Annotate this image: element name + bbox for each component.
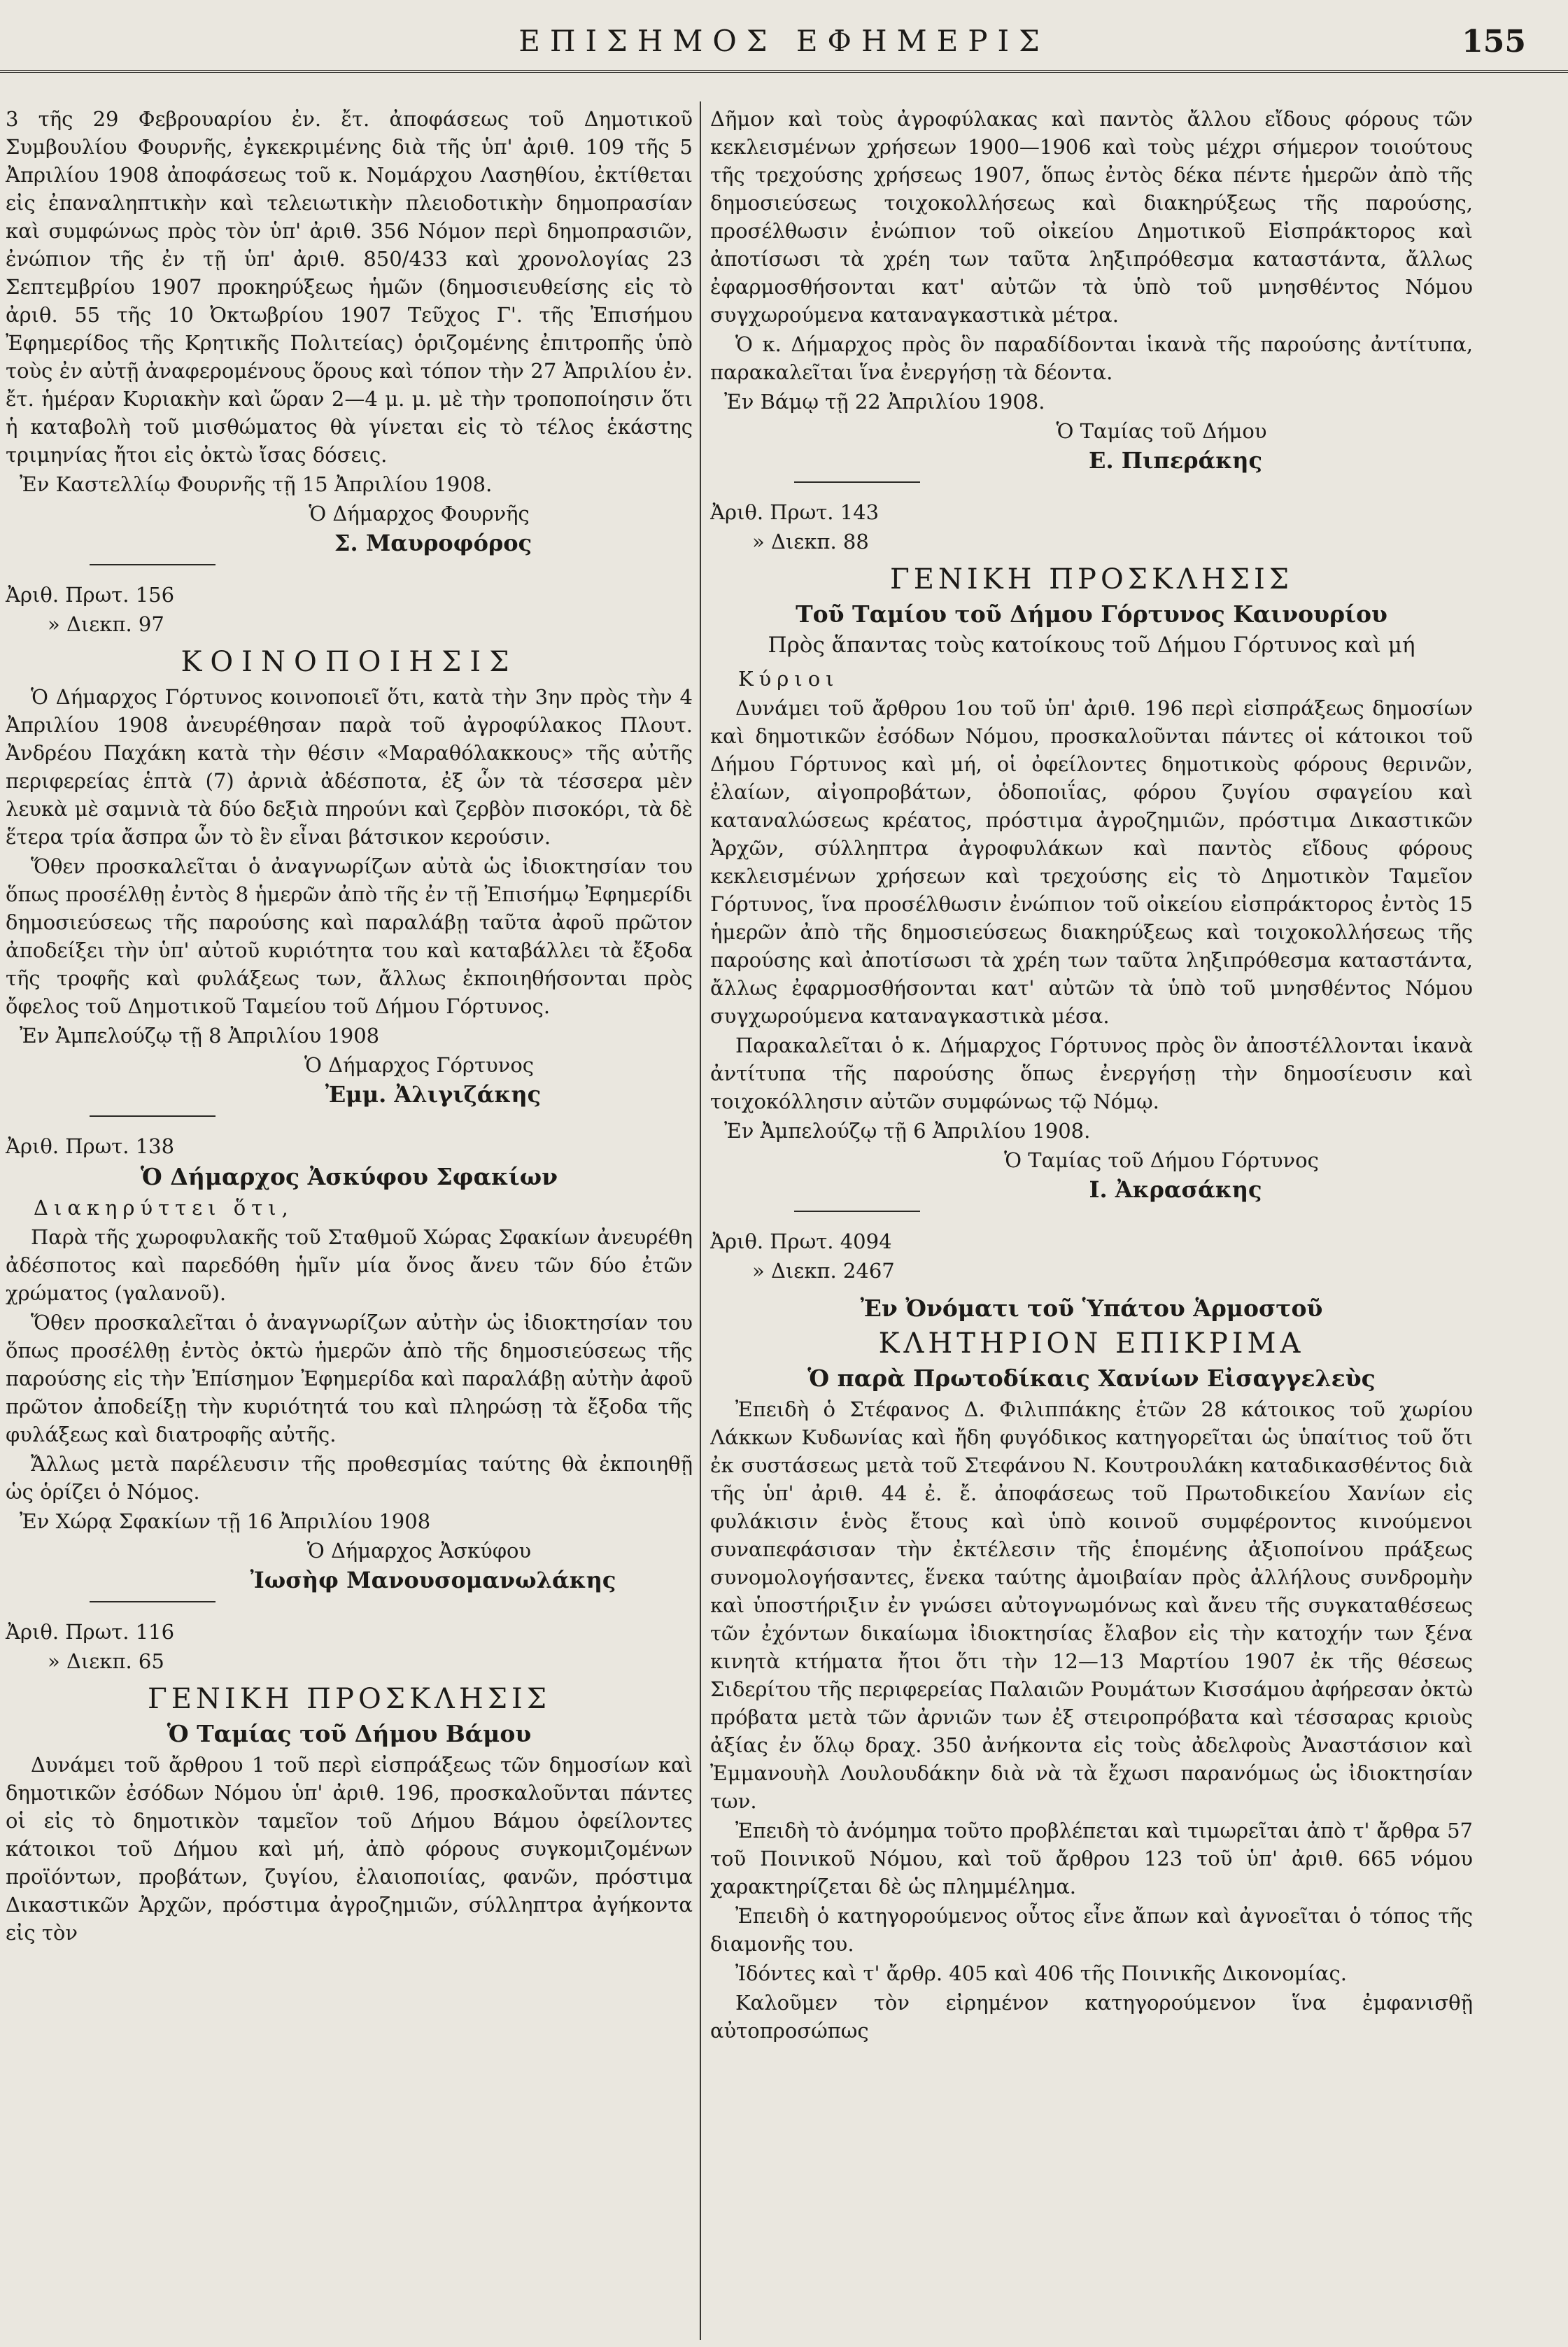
signer-name: Σ. Μαυροφόρος (334, 530, 532, 556)
protocol-number: Ἀριθ. Πρωτ. 143 (710, 500, 880, 524)
notice-askyfou (6, 1132, 693, 1594)
dispatch-number: » Διεκπ. 88 (752, 530, 869, 554)
dispatch-number: » Διεκπ. 97 (48, 612, 164, 636)
left-column (0, 105, 693, 2333)
notice-paragraph: Ὅθεν προσκαλεῖται ὁ ἀναγνωρίζων αὐτὰ ὡς ἰδιοκτησίαν του ὅπως προσέλθῃ ἐντὸς 8 ἡμερῶν ἀπὸ τῆς ἐν τῇ Ἐπισήμῳ Ἐφημερίδι δημοσιεύσεως τῆς παρούσης καὶ παραλάβῃ ταῦτα ἀφοῦ πρῶτον ἀποδείξει τὴν ὑπ' αὐτοῦ κυριότητα του καὶ καταβάλλει τὰ ἔξοδα τῆς τροφῆς καὶ φυλάξεως των, ἄλλως ἐκποιηθήσονται πρὸς ὄφελος τοῦ Δημοτικοῦ Ταμείου τοῦ Δήμου Γόρτυνος. (6, 854, 693, 1018)
notice-paragraph: Ἄλλως μετὰ παρέλευσιν τῆς προθεσμίας ταύτης θὰ ἐκποιηθῇ ὡς ὁρίζει ὁ Νόμος. (6, 1452, 693, 1504)
notice-gortynos-treasurer (710, 498, 1473, 1204)
signer-role: Ὁ Δήμαρχος Φουρνῆς (309, 502, 530, 526)
notice-addressee: Πρὸς ἅπαντας τοὺς κατοίκους τοῦ Δήμου Γόρτυνος καὶ μή (768, 633, 1415, 658)
protocol-number: Ἀριθ. Πρωτ. 156 (6, 583, 175, 607)
notice-heading: Ὁ Δήμαρχος Ἀσκύφου Σφακίων (140, 1163, 558, 1190)
notice-paragraph: Ἐπειδὴ ὁ Στέφανος Δ. Φιλιππάκης ἐτῶν 28 κάτοικος τοῦ χωρίου Λάκκων Κυδωνίας καὶ ἤδη φυγόδικος κατηγορεῖται ὡς ὑπαίτιος τοῦ ὅτι ἐκ συστάσεως μετὰ τοῦ Στεφάνου Ν. Κουτρουλάκη καταδικασθέντος διὰ τῆς ὑπ' ἀριθ. 44 ἐ. ἔ. ἀποφάσεως τοῦ Πρωτοδικείου Χανίων εἰς φυλάκισιν ἑνὸς ἔτους καὶ ὑπὸ κοινοῦ συμφέροντος κινούμενοι συναπεφάσισαν τὴν ἐκτέλεσιν τῆς ἑπομένης ἀξιοποίνου πράξεως συνομολογήσαντες, ἕνεκα ταύτης ἀμοιβαίαν πρὸς ἀλλήλους συνδρομὴν καὶ ὑποστήριξιν ἐν γνώσει αὐτογνωμόνως καὶ ἄνευ τῆς συγκαταθέσεως τῶν ἐχόντων δικαίωμα ἰδιοκτησίας ἔλαβον εἰς τὴν κατοχήν των ξένα κινητὰ κτήματα ἤτοι ὅτι τὴν 12—13 Μαρτίου 1907 ἐκ τῆς θέσεως Σιδερίτου τῆς περιφερείας Παλαιῶν Ρουμάτων Κισσάμου ἀφήρεσαν ὀκτὼ πρόβατα μετὰ τῶν ἀρνιῶν των ἐξ στειροπρόβατα καὶ τέσσαρας κριοὺς ἀξίας ἐν ὅλῳ δραχ. 350 ἀνήκοντα εἰς τοὺς ἀδελφοὺς Ἀναστάσιον καὶ Ἐμμανουὴλ Λουλουδάκην διὰ νὰ τὰ ἔχωσι παρανόμως ὡς ἰδιοκτησίαν των. (710, 1397, 1473, 1813)
notice-paragraph: Ὅθεν προσκαλεῖται ὁ ἀναγνωρίζων αὐτὴν ὡς ἰδιοκτησίαν του ὅπως προσέλθῃ ἐντὸς ὀκτὼ ἡμερῶν ἀπὸ τῆς δημοσιεύσεως τῆς παρούσης εἰς τὴν Ἐπίσημον Ἐφημερίδα καὶ παραλάβῃ αὐτὴν ἀφοῦ πρῶτον ἀποδείξῃ τὴν κυριότητά του καὶ πληρώσῃ τὰ ἔξοδα τῆς φυλάξεως καὶ διατροφῆς αὐτῆς. (6, 1311, 693, 1446)
signer-name: Ἐμμ. Ἀλιγιζάκης (325, 1081, 542, 1108)
notice-date: Ἐν Καστελλίῳ Φουρνῆς τῇ 15 Ἀπριλίου 1908. (20, 472, 493, 496)
signer-role: Ὁ Ταμίας τοῦ Δήμου Γόρτυνος (1004, 1148, 1319, 1172)
notice-paragraph: Ὁ Δήμαρχος Γόρτυνος κοινοποιεῖ ὅτι, κατὰ τὴν 3ην πρὸς τὴν 4 Ἀπριλίου 1908 ἀνευρέθησαν παρὰ τοῦ ἀγροφύλακος Πλουτ. Ἀνδρέου Παχάκη κατὰ τὴν θέσιν «Μαραθόλακκους» τῆς αὐτῆς περιφερείας ἑπτὰ (7) ἀρνιὰ ἀδέσποτα, ἐξ ὧν τὰ τέσσερα μὲν λευκὰ μὲ σαμνιὰ τὰ δύο δεξιὰ πηρούνι καὶ ζερβὸν πισοκόρι, τὰ δὲ ἕτερα τρία ἄσπρα ὧν τὸ ἓν εἶναι βάτσικον κερούσιν. (6, 685, 693, 849)
page-header (0, 21, 1568, 73)
right-column (710, 105, 1473, 2333)
page-number: 155 (1462, 24, 1526, 59)
column-divider (700, 101, 701, 2340)
notice-date: Ἐν Βάμῳ τῇ 22 Ἀπριλίου 1908. (724, 390, 1045, 414)
notice-vamou-treasurer (6, 1618, 693, 1947)
signer-name: Ε. Πιπεράκης (1089, 447, 1262, 474)
signer-name: Ἰωσὴφ Μανουσομανωλάκης (250, 1567, 616, 1593)
notice-heading: ΚΟΙΝΟΠΟΙΗΣΙΣ (181, 646, 518, 678)
notice-paragraph: Ἐπειδὴ τὸ ἀνόμημα τοῦτο προβλέπεται καὶ τιμωρεῖται ἀπὸ τ' ἄρθρα 57 τοῦ Ποινικοῦ Νόμου, καὶ τοῦ ἄρθρου 123 τοῦ ὑπ' ἀριθ. 665 νόμου χαρακτηρίζεται δὲ ὡς πλημμέλημα. (710, 1819, 1473, 1898)
notice-subheading: Ὁ Ταμίας τοῦ Δήμου Βάμου (167, 1720, 532, 1747)
notice-kliterion-epikrima (710, 1227, 1473, 2045)
signer-role: Ὁ Δήμαρχος Γόρτυνος (304, 1053, 535, 1077)
protocol-number: Ἀριθ. Πρωτ. 116 (6, 1620, 175, 1644)
notice-date: Ἐν Ἀμπελούζῳ τῇ 8 Ἀπριλίου 1908 (20, 1024, 380, 1048)
notice-heading: ΓΕΝΙΚΗ ΠΡΟΣΚΛΗΣΙΣ (889, 563, 1294, 595)
separator-line (90, 1601, 216, 1602)
notice-date: Ἐν Ἀμπελούζῳ τῇ 6 Ἀπριλίου 1908. (724, 1119, 1091, 1143)
notice-fourni-auction (6, 105, 693, 557)
notice-paragraph: Παρακαλεῖται ὁ κ. Δήμαρχος Γόρτυνος πρὸς ὃν ἀποστέλλονται ἱκανὰ ἀντίτυπα τῆς παρούσης ὅπως ἐνεργήσῃ τὴν δημοσίευσιν καὶ τοιχοκόλλησιν αὐτῶν συμφώνως τῷ Νόμῳ. (710, 1034, 1473, 1113)
notice-intro: Κύριοι (738, 667, 840, 691)
separator-line (794, 1211, 920, 1212)
notice-paragraph: Δυνάμει τοῦ ἄρθρου 1ου τοῦ ὑπ' ἀριθ. 196 περὶ εἰσπράξεως δημοσίων καὶ δημοτικῶν ἐσόδων Νόμου, προσκαλοῦνται πάντες οἱ κάτοικοι τοῦ Δήμου Γόρτυνος καὶ μή, οἱ ὀφείλοντες δημοτικοὺς φόρους θερινῶν, ἐλαίων, αἰγοπροβάτων, ὁδοποιΐας, φόρου ζυγίου σφαγείου καὶ καταναλώσεως κρέατος, πρόστιμα ἀγροζημιῶν, πρόστιμα Δικαστικῶν Ἀρχῶν, σύλληπτρα ἀγροφυλάκων καὶ παντὸς εἴδους φόρους κεκλεισμένων χρήσεων καὶ τρεχούσης εἰς τὸ Δημοτικὸν Ταμεῖον Γόρτυνος, ἵνα προσέλθωσιν ἐνώπιον τοῦ οἰκείου εἰσπράκτορος ἐντὸς 15 ἡμερῶν ἀπὸ τῆς δημοσιεύσεως διακηρύξεως καὶ τοιχοκολλήσεως τῆς παρούσης καὶ ἀποτίσωσι τὰ χρέη των ταῦτα ληξιπρόθεσμα καταστάντα, ἄλλως ἐφαρμοσθήσονται κατ' αὐτῶν τὰ ὑπὸ τοῦ μνησθέντος Νόμου συγχωρούμενα καταναγκαστικὰ μέσα. (710, 696, 1473, 1028)
separator-line (90, 1115, 216, 1117)
notice-title: ΚΛΗΤΗΡΙΟΝ ΕΠΙΚΡΙΜΑ (878, 1327, 1305, 1360)
notice-paragraph: Καλοῦμεν τὸν εἰρημένον κατηγορούμενον ἵνα ἐμφανισθῇ αὐτοπροσώπως (710, 1991, 1473, 2043)
notice-date: Ἐν Χώρᾳ Σφακίων τῇ 16 Ἀπριλίου 1908 (20, 1509, 431, 1533)
notice-paragraph: Ἰδόντες καὶ τ' ἄρθρ. 405 καὶ 406 τῆς Ποινικῆς Δικονομίας. (735, 1961, 1347, 1985)
notice-paragraph: Δῆμον καὶ τοὺς ἀγροφύλακας καὶ παντὸς ἄλλου εἴδους φόρους τῶν κεκλεισμένων χρήσεων 1900—1906 καὶ τοὺς μέχρι σήμερον τοιούτους τῆς τρεχούσης χρήσεως 1907, ὅπως ἐντὸς δέκα πέντε ἡμερῶν ἀπὸ τῆς δημοσιεύσεως τοιχοκολλήσεως καὶ διακηρύξεως τῆς παρούσης, προσέλθωσιν ἐνώπιον τοῦ οἰκείου Δημοτικοῦ Εἰσπράκτορος καὶ ἀποτίσωσι τὰ χρέη των ταῦτα ληξιπρόθεσμα καταστάντα, ἄλλως ἐφαρμοσθήσονται κατ' αὐτῶν τὰ ὑπὸ τοῦ μνησθέντος Νόμου συγχωρούμενα καταναγκαστικὰ μέτρα. (710, 107, 1473, 327)
notice-paragraph: Παρὰ τῆς χωροφυλακῆς τοῦ Σταθμοῦ Χώρας Σφακίων ἀνευρέθη ἀδέσποτος καὶ παρεδόθη ἡμῖν μία ὄνος ἄνευ τῶν δύο ἐτῶν χρώματος (γαλανοῦ). (6, 1225, 693, 1305)
notice-paragraph: 3 τῆς 29 Φεβρουαρίου ἐν. ἔτ. ἀποφάσεως τοῦ Δημοτικοῦ Συμβουλίου Φουρνῆς, ἐγκεκριμένης διὰ τῆς ὑπ' ἀριθ. 109 τῆς 5 Ἀπριλίου 1908 ἀποφάσεως τοῦ κ. Νομάρχου Λασηθίου, ἐκτίθεται εἰς ἐπαναληπτικὴν καὶ τελειωτικὴν πλειοδοτικὴν δημοπρασίαν καὶ συμφώνως πρὸς τὸν ὑπ' ἀριθ. 356 Νόμον περὶ δημοπρασιῶν, ἐνώπιον τῆς ἐν τῇ ὑπ' ἀριθ. 850/433 καὶ χρονολογίας 23 Σεπτεμβρίου 1907 προκηρύξεως ἡμῶν (δημοσιευθείσης εἰς τὸ ἀριθ. 55 τῆς 10 Ὀκτωβρίου 1907 Τεῦχος Γ'. τῆς Ἐπισήμου Ἐφημερίδος τῆς Κρητικῆς Πολιτείας) ὁριζομένης ἐπιτροπῆς ὑπὸ τοὺς ἐν αὐτῇ ἀναφερομένους ὅρους καὶ τόπον τὴν 27 Ἀπριλίου ἐν. ἔτ. ἡμέραν Κυριακὴν καὶ ὥραν 2—4 μ. μ. μὲ τὴν τροποποίησιν ὅτι ἡ καταβολὴ τοῦ μισθώματος θὰ γίνεται εἰς τὸ τέλος ἑκάστης τριμηνίας ἤτοι εἰς ὀκτὼ ἴσας δόσεις. (6, 107, 693, 467)
notice-heading: ΓΕΝΙΚΗ ΠΡΟΣΚΛΗΣΙΣ (147, 1683, 551, 1715)
dispatch-number: » Διεκπ. 65 (48, 1649, 164, 1673)
signer-role: Ὁ Δήμαρχος Ἀσκύφου (306, 1539, 532, 1563)
dispatch-number: » Διεκπ. 2467 (752, 1259, 895, 1283)
notice-paragraph: Ἐπειδὴ ὁ κατηγορούμενος οὗτος εἶνε ἄπων καὶ ἀγνοεῖται ὁ τόπος τῆς διαμονῆς του. (710, 1904, 1473, 1956)
notice-intro: Διακηρύττει ὅτι, (34, 1196, 294, 1220)
notice-subheading: Ὁ παρὰ Πρωτοδίκαις Χανίων Εἰσαγγελεὺς (807, 1365, 1376, 1392)
separator-line (794, 481, 920, 483)
notice-heading: Ἐν Ὀνόματι τοῦ Ὑπάτου Ἁρμοστοῦ (860, 1295, 1323, 1322)
notice-paragraph: Δυνάμει τοῦ ἄρθρου 1 τοῦ περὶ εἰσπράξεως τῶν δημοσίων καὶ δημοτικῶν ἐσόδων Νόμου ὑπ' ἀριθ. 196, προσκαλοῦνται πάντες οἱ εἰς τὸ δημοτικὸν ταμεῖον τοῦ Δήμου Βάμου ὀφείλοντες κάτοικοι τοῦ Δήμου καὶ μή, ἀπὸ φόρους συγκομιζομένων προϊόντων, προβάτων, ζυγίου, ἐλαιοποιίας, φανῶν, πρόστιμα Δικαστικῶν Ἀρχῶν, πρόστιμα ἀγροζημιῶν, σύλληπτρα ἀγήκοντα εἰς τὸν (6, 1753, 693, 1945)
separator-line (90, 564, 216, 565)
protocol-number: Ἀριθ. Πρωτ. 138 (6, 1134, 175, 1158)
notice-subheading: Τοῦ Ταμίου τοῦ Δήμου Γόρτυνος Καινουρίου (796, 600, 1387, 628)
notice-paragraph: Ὁ κ. Δήμαρχος πρὸς ὃν παραδίδονται ἱκανὰ τῆς παρούσης ἀντίτυπα, παρακαλεῖται ἵνα ἐνεργήσῃ τὰ δέοντα. (710, 332, 1473, 384)
signer-role: Ὁ Ταμίας τοῦ Δήμου (1056, 419, 1267, 443)
protocol-number: Ἀριθ. Πρωτ. 4094 (710, 1229, 892, 1253)
notice-vamou-continued (710, 105, 1473, 474)
signer-name: Ι. Ἀκρασάκης (1089, 1176, 1262, 1203)
notice-koinopoiisis (6, 581, 693, 1108)
newspaper-title: ΕΠΙΣΗΜΟΣ ΕΦΗΜΕΡΙΣ (518, 24, 1050, 58)
